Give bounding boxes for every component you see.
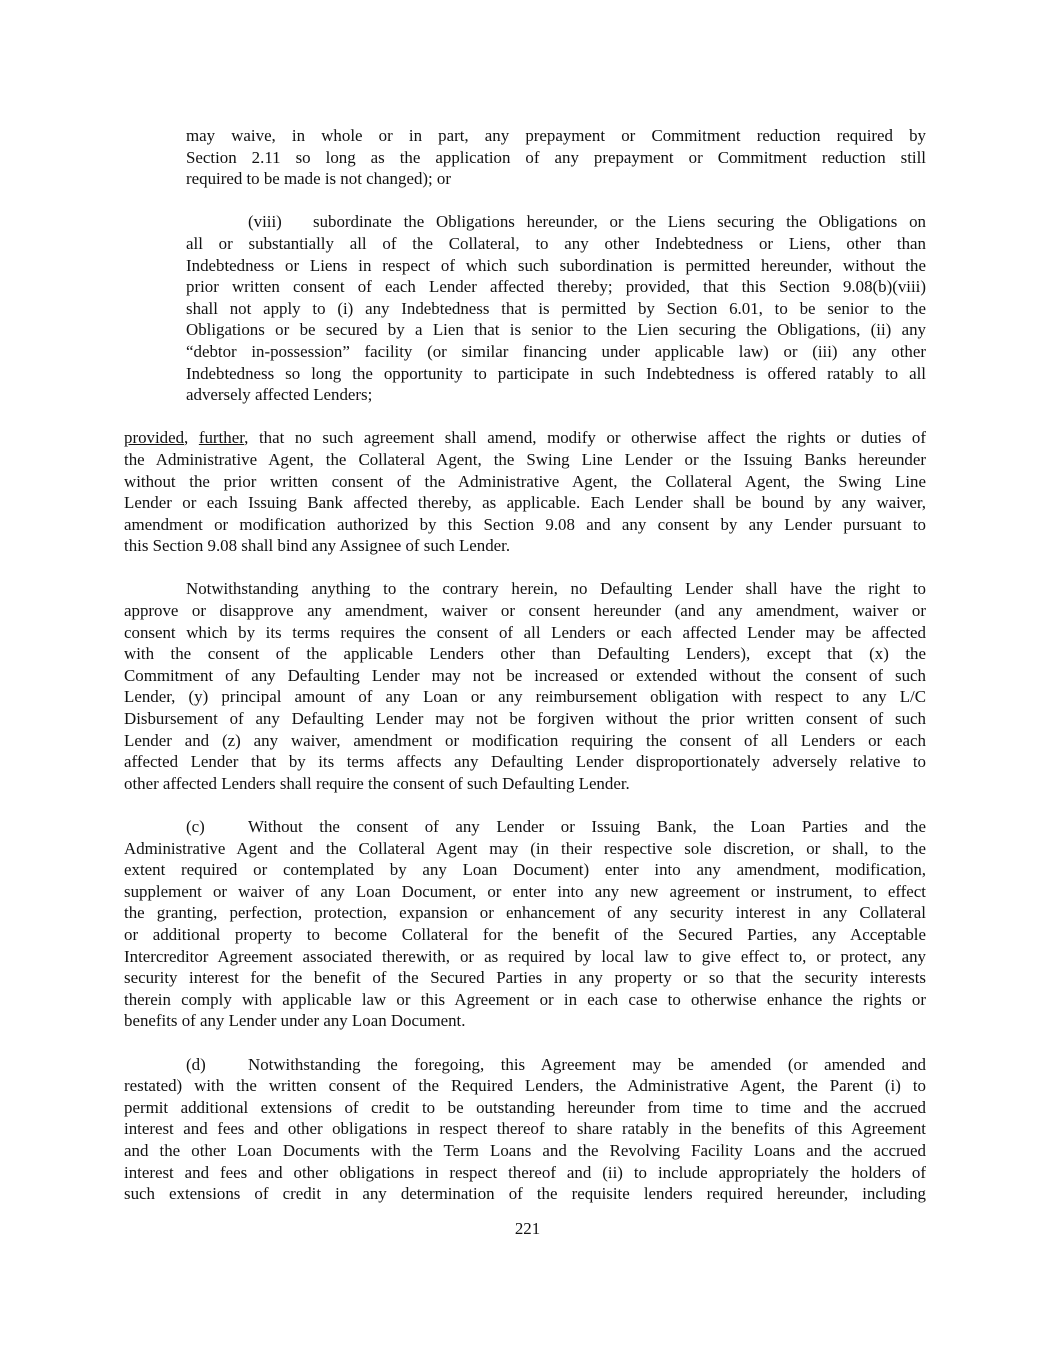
text-line (186, 125, 926, 147)
text-line (186, 298, 926, 320)
text-line (124, 449, 926, 471)
text-line (124, 514, 926, 536)
text-line (124, 881, 926, 903)
text-line (186, 147, 926, 169)
text-line (124, 665, 926, 687)
paragraph (186, 125, 926, 190)
text-line (124, 924, 926, 946)
line-text: prior written consent of each Lender affected thereby; provided, that this Section 9.08(b)(viii) (186, 277, 926, 297)
line-text: Lender, (y) principal amount of any Loan or any reimbursement obligation with respect to any L/C (124, 687, 926, 707)
line-text: Indebtedness or Liens in respect of which such subordination is permitted hereunder, without the (186, 255, 926, 275)
text-line (124, 1054, 926, 1076)
line-text: with the consent of the applicable Lenders other than Defaulting Lenders), except that (x) the (124, 644, 926, 664)
text-line (124, 989, 926, 1011)
line-text: adversely affected Lenders; (186, 385, 373, 405)
text-line (124, 686, 926, 708)
text-line (124, 578, 926, 600)
text-line (124, 427, 926, 449)
text-line (124, 1162, 926, 1184)
line-text: Obligations or be secured by a Lien that is senior to the Lien securing the Obligations, (ii) any (186, 320, 926, 340)
text-line (124, 1075, 926, 1097)
line-text: Lender and (z) any waiver, amendment or modification requiring the consent of all Lenders or each (124, 730, 926, 750)
text-line (124, 622, 926, 644)
text-line (124, 902, 926, 924)
line-text: shall not apply to (i) any Indebtedness that is permitted by Section 6.01, to be senior to the (186, 298, 926, 318)
line-text: without the prior written consent of the Administrative Agent, the Collateral Agent, the Swing Line (124, 471, 926, 491)
line-text: and the other Loan Documents with the Term Loans and the Revolving Facility Loans and the accrued (124, 1140, 926, 1160)
line-text: security interest for the benefit of the Secured Parties in any property or so that the security interests (124, 968, 926, 988)
line-text: such extensions of credit in any determination of the requisite lenders required hereunder, including (124, 1184, 926, 1204)
text-line (186, 211, 926, 233)
text-line (124, 1010, 926, 1032)
clause-label: (d) (186, 1054, 206, 1074)
line-text: Section 2.11 so long as the application of any prepayment or Commitment reduction still (186, 147, 926, 167)
paragraph (124, 578, 926, 794)
line-text: this Section 9.08 shall bind any Assignee of such Lender. (124, 536, 511, 556)
line-text: the Administrative Agent, the Collateral Agent, the Swing Line Lender or the Issuing Banks hereunder (124, 449, 926, 469)
line-text: Indebtedness so long the opportunity to participate in such Indebtedness is offered ratably to all (186, 363, 926, 383)
line-text (124, 427, 926, 449)
line-text: Commitment of any Defaulting Lender may not be increased or extended without the consent of such (124, 665, 926, 685)
page-number: 221 (514, 1219, 541, 1238)
text-line (124, 751, 926, 773)
underlined-term: provided (124, 428, 185, 448)
text-line (124, 859, 926, 881)
clause-label: (viii) (248, 212, 282, 232)
line-text: therein comply with applicable law or this Agreement or in each case to otherwise enhance the rights or (124, 989, 926, 1009)
paragraph (124, 816, 926, 1032)
text-line (186, 384, 926, 406)
text-line (186, 276, 926, 298)
text-line (124, 730, 926, 752)
line-text: or additional property to become Collateral for the benefit of the Secured Parties, any Acceptable (124, 924, 926, 944)
line-text: interest and fees and other obligations in respect thereof and (ii) to include appropriately the holders of (124, 1162, 926, 1182)
clause-label: (c) (186, 817, 205, 836)
line-text: required to be made is not changed); or (186, 169, 451, 189)
text-line (124, 816, 926, 838)
text-line (186, 233, 926, 255)
text-line (124, 967, 926, 989)
line-text: approve or disapprove any amendment, waiver or consent hereunder (and any amendment, waiver or (124, 601, 926, 621)
line-segment: , (184, 428, 199, 448)
line-segment: , that no such agreement shall amend, modify or otherwise affect the rights or duties of (244, 428, 926, 448)
text-line (124, 946, 926, 968)
line-text: permit additional extensions of credit to be outstanding hereunder from time to time and the accrued (124, 1097, 926, 1117)
line-text: Intercreditor Agreement associated therewith, or as required by local law to give effect to, or protect, any (124, 946, 926, 966)
line-text: Lender or each Issuing Bank affected thereby, as applicable. Each Lender shall be bound by any waiver, (124, 493, 926, 513)
text-line (124, 773, 926, 795)
text-line (124, 600, 926, 622)
line-text: benefits of any Lender under any Loan Document. (124, 1011, 466, 1031)
text-line (124, 471, 926, 493)
line-text: all or substantially all of the Collateral, to any other Indebtedness or Liens, other than (186, 233, 926, 253)
text-line (124, 708, 926, 730)
line-text: Without the consent of any Lender or Issuing Bank, the Loan Parties and the (248, 817, 926, 836)
line-text: amendment or modification authorized by this Section 9.08 and any consent by any Lender pursuant to (124, 514, 926, 534)
line-text: Administrative Agent and the Collateral Agent may (in their respective sole discretion, or shall, to the (124, 838, 926, 858)
underlined-term: further (198, 428, 245, 448)
line-text: supplement or waiver of any Loan Document, or enter into any new agreement or instrument, to effect (124, 881, 926, 901)
paragraph (124, 427, 926, 557)
line-text: restated) with the written consent of the Required Lenders, the Administrative Agent, the Parent (i) to (124, 1076, 926, 1096)
text-line (124, 1097, 926, 1119)
line-text: other affected Lenders shall require the consent of such Defaulting Lender. (124, 773, 630, 793)
text-line (186, 319, 926, 341)
line-text: Disbursement of any Defaulting Lender may not be forgiven without the prior written consent of such (124, 709, 926, 729)
document-body (124, 125, 926, 1226)
text-line (124, 1183, 926, 1205)
text-line (124, 643, 926, 665)
text-line (124, 492, 926, 514)
paragraph (124, 1054, 926, 1205)
text-line (186, 363, 926, 385)
line-text: Notwithstanding anything to the contrary herein, no Defaulting Lender shall have the right to (186, 579, 926, 599)
line-text: affected Lender that by its terms affects any Defaulting Lender disproportionately adversely relative to (124, 752, 926, 772)
text-line (124, 1118, 926, 1140)
paragraph (186, 211, 926, 405)
text-line (124, 1140, 926, 1162)
line-text: interest and fees and other obligations in respect thereof to share ratably in the benefits of this Agreement (124, 1119, 926, 1139)
text-line (186, 341, 926, 363)
text-line (186, 255, 926, 277)
line-text: subordinate the Obligations hereunder, or the Liens securing the Obligations on (313, 212, 926, 232)
line-text: extent required or contemplated by any Loan Document) enter into any amendment, modification, (124, 860, 926, 880)
line-text: Notwithstanding the foregoing, this Agreement may be amended (or amended and (248, 1054, 926, 1074)
line-text: the granting, perfection, protection, expansion or enhancement of any security interest in any Collateral (124, 903, 926, 923)
text-line (186, 168, 926, 190)
line-text: “debtor in-possession” facility (or similar financing under applicable law) or (iii) any other (186, 341, 926, 361)
line-text: consent which by its terms requires the consent of all Lenders or each affected Lender may be affected (124, 622, 926, 642)
line-text: may waive, in whole or in part, any prepayment or Commitment reduction required by (186, 126, 926, 145)
text-line (124, 838, 926, 860)
text-line (124, 535, 926, 557)
